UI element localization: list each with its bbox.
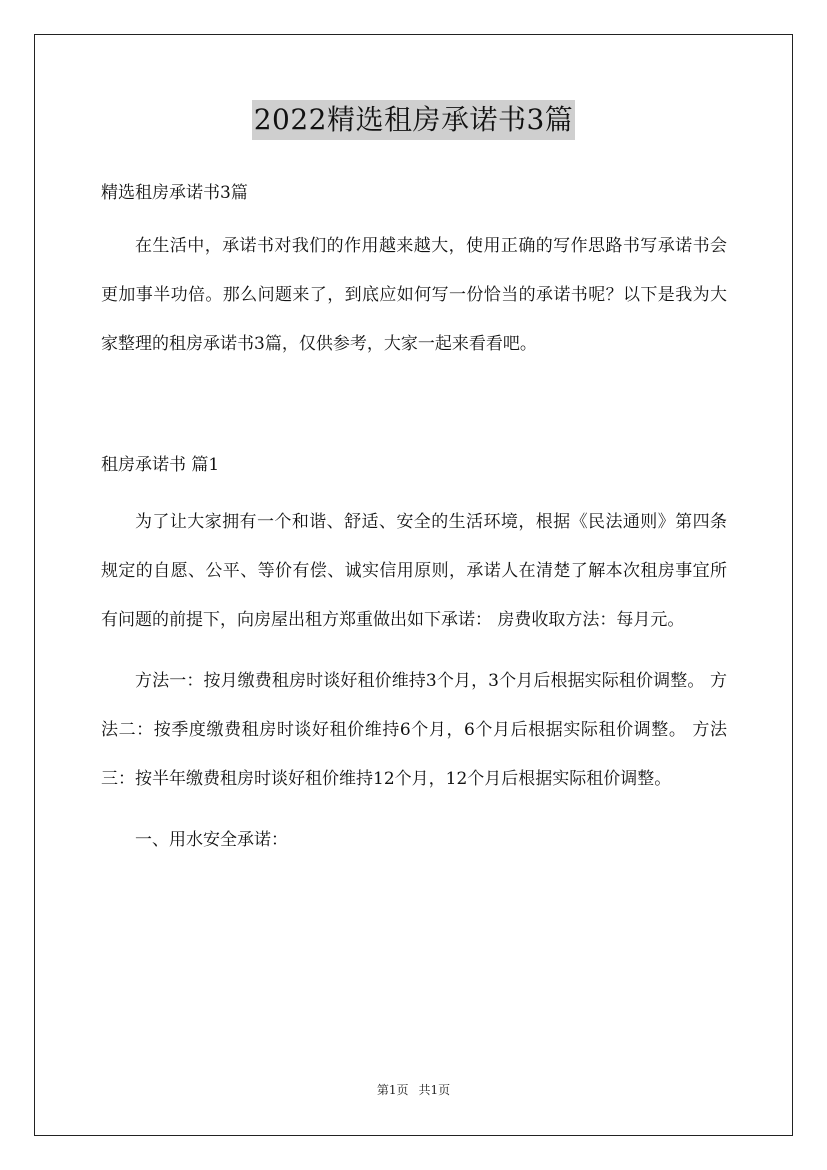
document-subtitle: 精选租房承诺书3篇 bbox=[101, 183, 248, 203]
section-paragraph-3: 一、用水安全承诺： bbox=[135, 830, 288, 850]
intro-paragraph: 在生活中，承诺书对我们的作用越来越大，使用正确的写作思路书写承诺书会更加事半功倍。那么问题来了，到底应如何写一份恰当的承诺书呢？以下是我为大家整理的租房承诺书3篇，仅供参考，大家一起来看看吧。 bbox=[101, 236, 727, 354]
section-paragraph-1: 为了让大家拥有一个和谐、舒适、安全的生活环境，根据《民法通则》第四条规定的自愿、公平、等价有偿、诚实信用原则，承诺人在清楚了解本次租房事宜所有问题的前提下，向房屋出租方郑重做出如下承诺： 房费收取方法：每月元。 bbox=[101, 512, 727, 630]
title-container bbox=[0, 100, 827, 140]
page-number-current: 第1页 bbox=[376, 1083, 409, 1097]
page-number-total: 共1页 bbox=[418, 1083, 451, 1097]
section-paragraph-2: 方法一：按月缴费租房时谈好租价维持3个月，3个月后根据实际租价调整。 方法二：按季度缴费租房时谈好租价维持6个月，6个月后根据实际租价调整。 方法三：按半年缴费租房时谈好租价维持12个月，12个月后根据实际租价调整。 bbox=[101, 671, 727, 789]
document-title: 2022精选租房承诺书3篇 bbox=[252, 100, 576, 140]
section-heading: 租房承诺书 篇1 bbox=[101, 455, 220, 475]
document-body bbox=[101, 172, 727, 865]
page-footer bbox=[0, 1082, 827, 1098]
